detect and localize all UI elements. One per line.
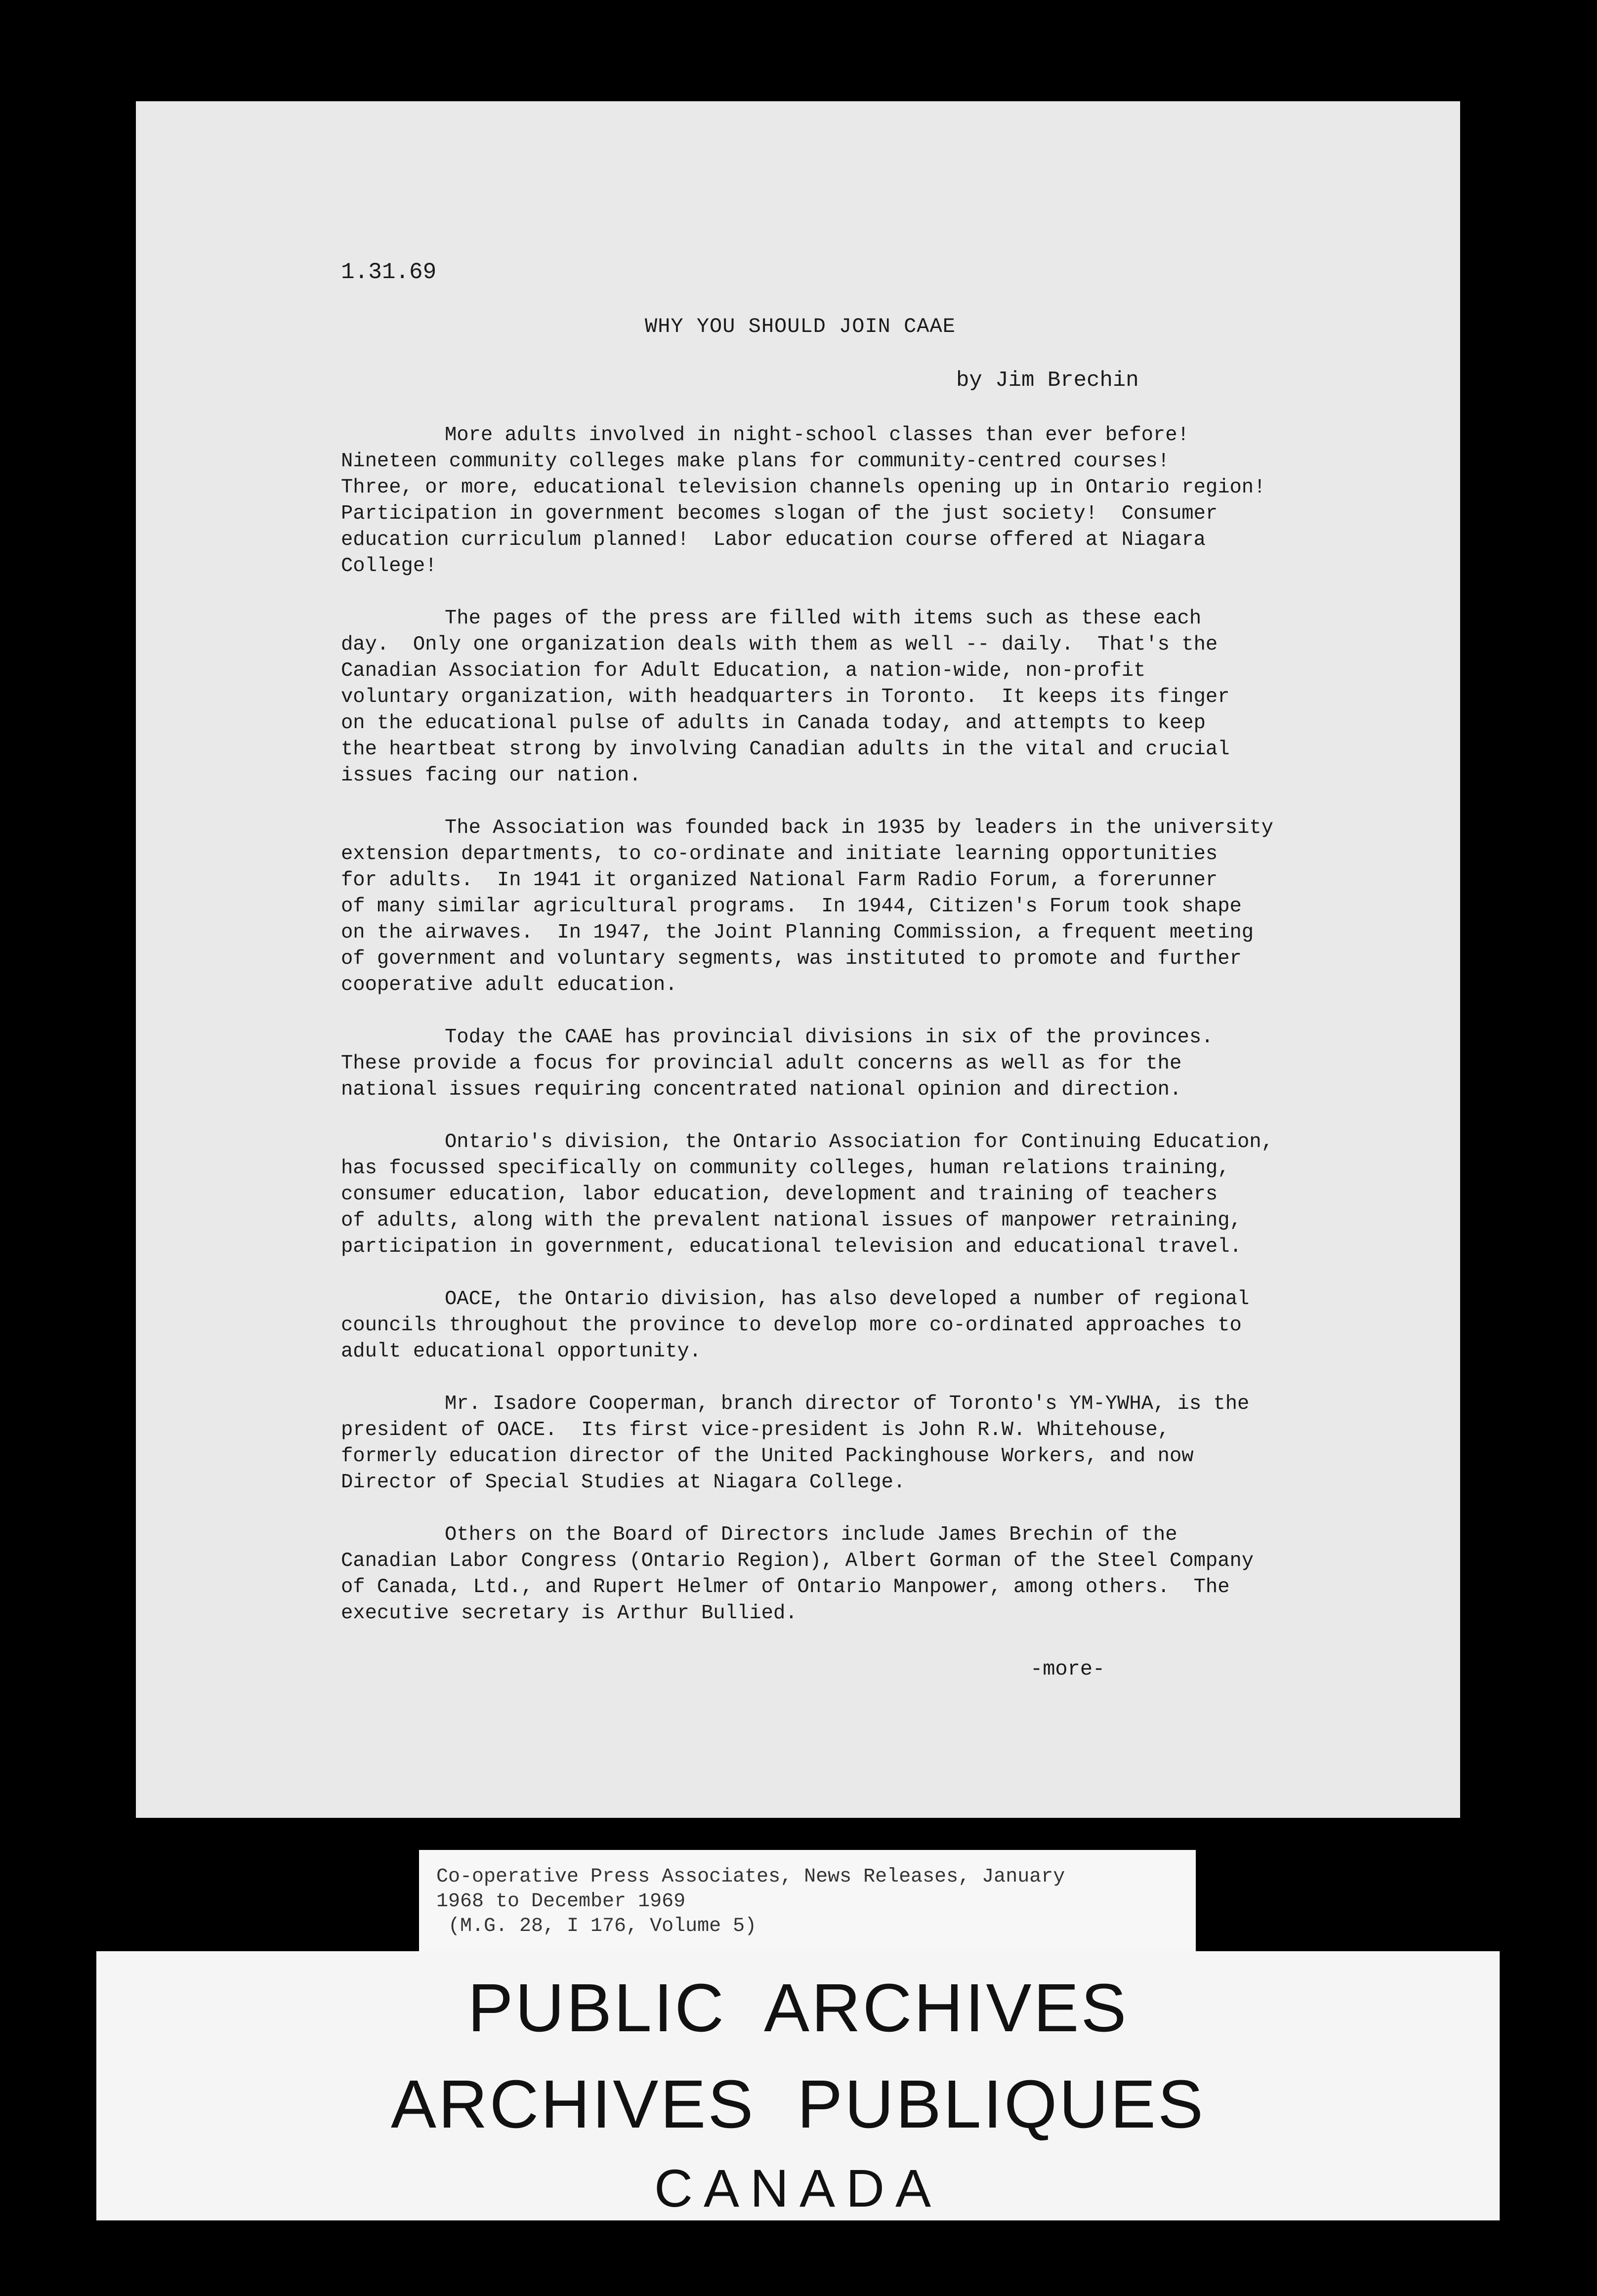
paragraph-line: Others on the Board of Directors include James Brechin of the xyxy=(445,1523,1177,1546)
public-archives-banner xyxy=(96,1951,1500,2220)
paragraph-line: The Association was founded back in 1935 by leaders in the university xyxy=(445,817,1273,839)
paragraph-line: on the airwaves. In 1947, the Joint Planning Commission, a frequent meeting xyxy=(341,921,1254,944)
paragraph-line: cooperative adult education. xyxy=(341,974,677,996)
citation-line: 1968 to December 1969 xyxy=(436,1890,686,1913)
paragraph-line: national issues requiring concentrated national opinion and direction. xyxy=(341,1078,1182,1101)
paragraph-line: Ontario's division, the Ontario Association for Continuing Education, xyxy=(445,1131,1273,1153)
paragraph-line: of adults, along with the prevalent national issues of manpower retraining, xyxy=(341,1209,1242,1232)
paragraph-line: Canadian Labor Congress (Ontario Region), Albert Gorman of the Steel Company xyxy=(341,1550,1254,1572)
paragraph-line: of Canada, Ltd., and Rupert Helmer of Ontario Manpower, among others. The xyxy=(341,1576,1230,1599)
citation-line: Co-operative Press Associates, News Releases, January xyxy=(436,1866,1065,1888)
paragraph xyxy=(341,606,1369,789)
paragraph xyxy=(341,1391,1369,1496)
paragraph-line: the heartbeat strong by involving Canadian adults in the vital and crucial xyxy=(341,738,1230,761)
paragraph-line: has focussed specifically on community colleges, human relations training, xyxy=(341,1157,1230,1180)
paragraph-line: Canadian Association for Adult Education, a nation-wide, non-profit xyxy=(341,659,1146,682)
paragraph-line: of government and voluntary segments, was instituted to promote and further xyxy=(341,947,1242,970)
paragraph xyxy=(341,1025,1369,1103)
paragraph-line: Director of Special Studies at Niagara College. xyxy=(341,1471,906,1494)
paragraph xyxy=(341,1129,1369,1260)
paragraph-line: consumer education, labor education, development and training of teachers xyxy=(341,1183,1218,1206)
paragraph-line: formerly education director of the United Packinghouse Workers, and now xyxy=(341,1445,1194,1468)
paragraph-line: day. Only one organization deals with them as well -- daily. That's the xyxy=(341,633,1218,656)
document-body xyxy=(341,422,1369,1653)
paragraph-line: on the educational pulse of adults in Canada today, and attempts to keep xyxy=(341,712,1206,735)
paragraph-line: participation in government, educational television and educational travel. xyxy=(341,1235,1242,1258)
document-byline: by Jim Brechin xyxy=(956,368,1139,393)
document-title: WHY YOU SHOULD JOIN CAAE xyxy=(645,315,956,338)
banner-country: CANADA xyxy=(654,2158,942,2218)
paragraph-line: OACE, the Ontario division, has also developed a number of regional xyxy=(445,1288,1250,1311)
paragraph-line: Nineteen community colleges make plans for community-centred courses! xyxy=(341,450,1170,473)
paragraph-line: Mr. Isadore Cooperman, branch director of Toronto's YM-YWHA, is the xyxy=(445,1393,1250,1415)
paragraph-line: adult educational opportunity. xyxy=(341,1340,702,1363)
paragraph-line: of many similar agricultural programs. In 1944, Citizen's Forum took shape xyxy=(341,895,1242,918)
paragraph-line: executive secretary is Arthur Bullied. xyxy=(341,1602,798,1625)
document-date: 1.31.69 xyxy=(341,259,437,285)
paragraph xyxy=(341,1522,1369,1627)
paragraph-line: The pages of the press are filled with items such as these each xyxy=(445,607,1202,630)
paragraph-line: Participation in government becomes slogan of the just society! Consumer xyxy=(341,502,1218,525)
paragraph-line: Three, or more, educational television channels opening up in Ontario region! xyxy=(341,476,1266,499)
paragraph-line: More adults involved in night-school classes than ever before! xyxy=(445,424,1189,447)
archive-citation-label xyxy=(419,1850,1196,1959)
paragraph xyxy=(341,422,1369,579)
paragraph xyxy=(341,1286,1369,1365)
paragraph-line: issues facing our nation. xyxy=(341,764,641,787)
paragraph-line: Today the CAAE has provincial divisions in six of the provinces. xyxy=(445,1026,1214,1049)
paragraph-line: president of OACE. Its first vice-president is John R.W. Whitehouse, xyxy=(341,1419,1170,1441)
document-page xyxy=(136,101,1460,1818)
paragraph xyxy=(341,815,1369,998)
paragraph-line: College! xyxy=(341,555,437,577)
banner-title-french: ARCHIVES PUBLIQUES xyxy=(390,2066,1206,2142)
paragraph-line: education curriculum planned! Labor education course offered at Niagara xyxy=(341,529,1206,551)
citation-line: (M.G. 28, I 176, Volume 5) xyxy=(436,1915,757,1937)
paragraph-line: extension departments, to co-ordinate and initiate learning opportunities xyxy=(341,843,1218,865)
continuation-marker: -more- xyxy=(1030,1657,1105,1681)
paragraph-line: voluntary organization, with headquarters in Toronto. It keeps its finger xyxy=(341,686,1230,708)
paragraph-line: These provide a focus for provincial adult concerns as well as for the xyxy=(341,1052,1182,1075)
banner-title-english: PUBLIC ARCHIVES xyxy=(467,1970,1129,2046)
paragraph-line: councils throughout the province to develop more co-ordinated approaches to xyxy=(341,1314,1242,1337)
paragraph-line: for adults. In 1941 it organized National Farm Radio Forum, a forerunner xyxy=(341,869,1218,892)
